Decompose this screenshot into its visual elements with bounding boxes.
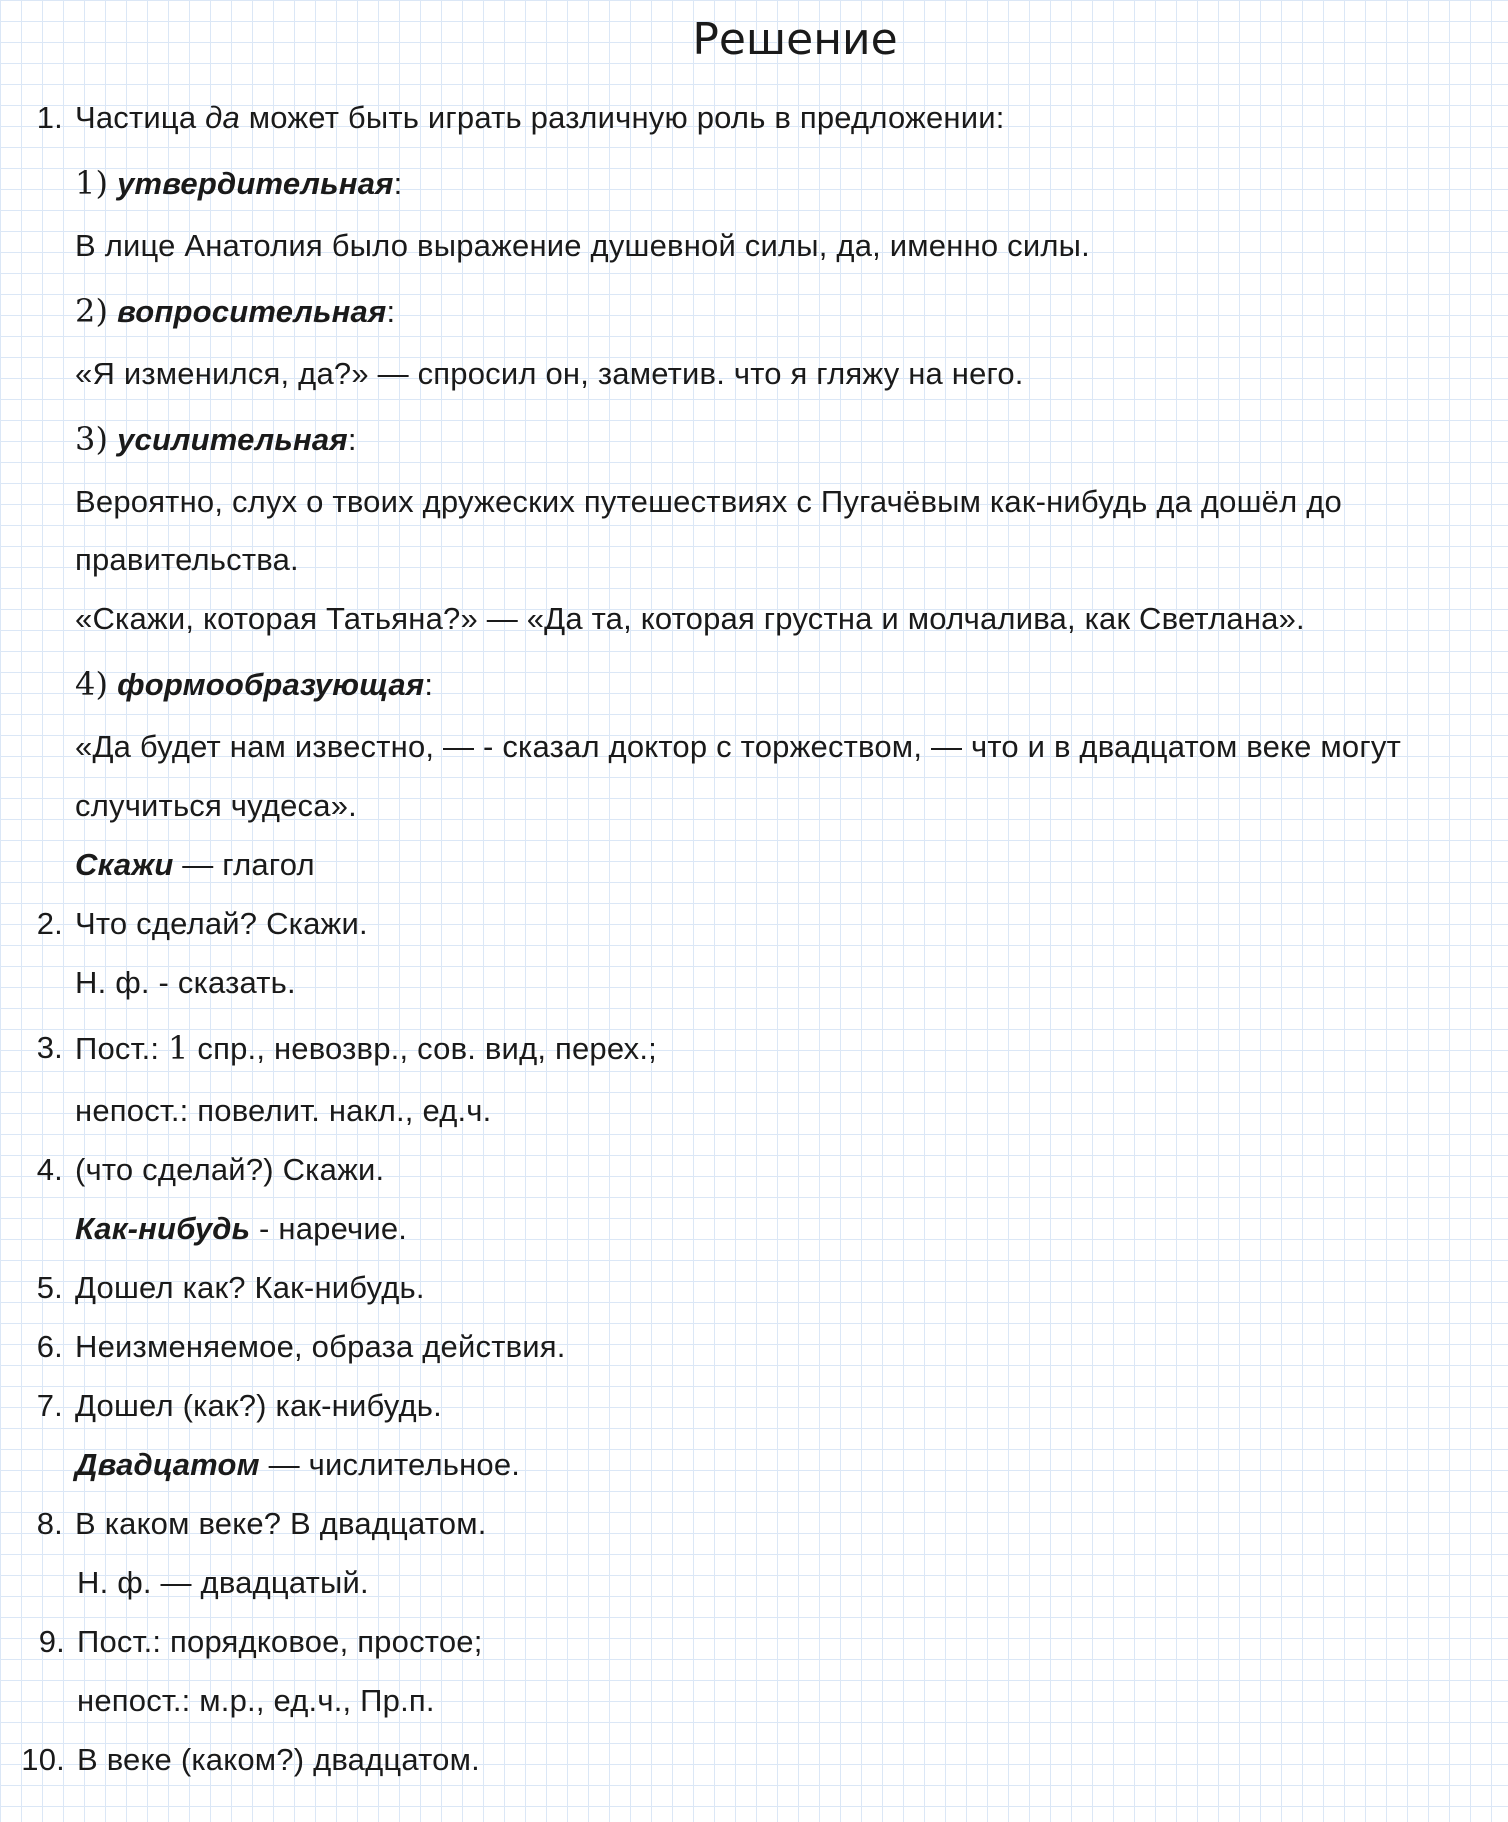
term: формообразующая (117, 667, 425, 702)
item-text: Что сделай? Скажи. (75, 906, 368, 941)
sub-number: 4) (75, 665, 109, 703)
item-number: 9. (38, 1624, 65, 1659)
item-text: (что сделай?) Скажи. (75, 1152, 385, 1187)
sub-number: 2) (75, 292, 109, 330)
term: утвердительная (117, 166, 394, 201)
term: вопросительная (117, 294, 387, 329)
page-title: Решение (692, 14, 898, 65)
item-number: 10. (21, 1742, 65, 1777)
item-number: 1. (36, 100, 63, 135)
item-number: 2. (36, 906, 63, 941)
term: Скажи (75, 847, 174, 882)
item-text: В веке (каком?) двадцатом. (77, 1742, 480, 1777)
item-number: 4. (36, 1152, 63, 1187)
item-number: 8. (36, 1506, 63, 1541)
item-text: Неизменяемое, образа действия. (75, 1329, 566, 1364)
item-text: Пост.: порядковое, простое; (77, 1624, 483, 1659)
item-text: Пост.: 1 спр., невозвр., сов. вид, перех.; (75, 1029, 657, 1067)
item-text: Дошел (как?) как-нибудь. (75, 1388, 442, 1423)
item-text: Частица да может быть играть различную роль в предложении: (75, 100, 1005, 135)
item-number: 3. (36, 1030, 63, 1065)
term: усилительная (117, 422, 348, 457)
item-text: В каком веке? В двадцатом. (75, 1506, 487, 1541)
sub-number: 1) (75, 164, 109, 202)
term: Как-нибудь (75, 1211, 251, 1246)
item-number: 7. (36, 1388, 63, 1423)
item-number: 6. (36, 1329, 63, 1364)
item-number: 5. (36, 1270, 63, 1305)
sub-number: 3) (75, 420, 109, 458)
term: Двадцатом (75, 1447, 260, 1482)
item-text: Дошел как? Как-нибудь. (75, 1270, 425, 1305)
